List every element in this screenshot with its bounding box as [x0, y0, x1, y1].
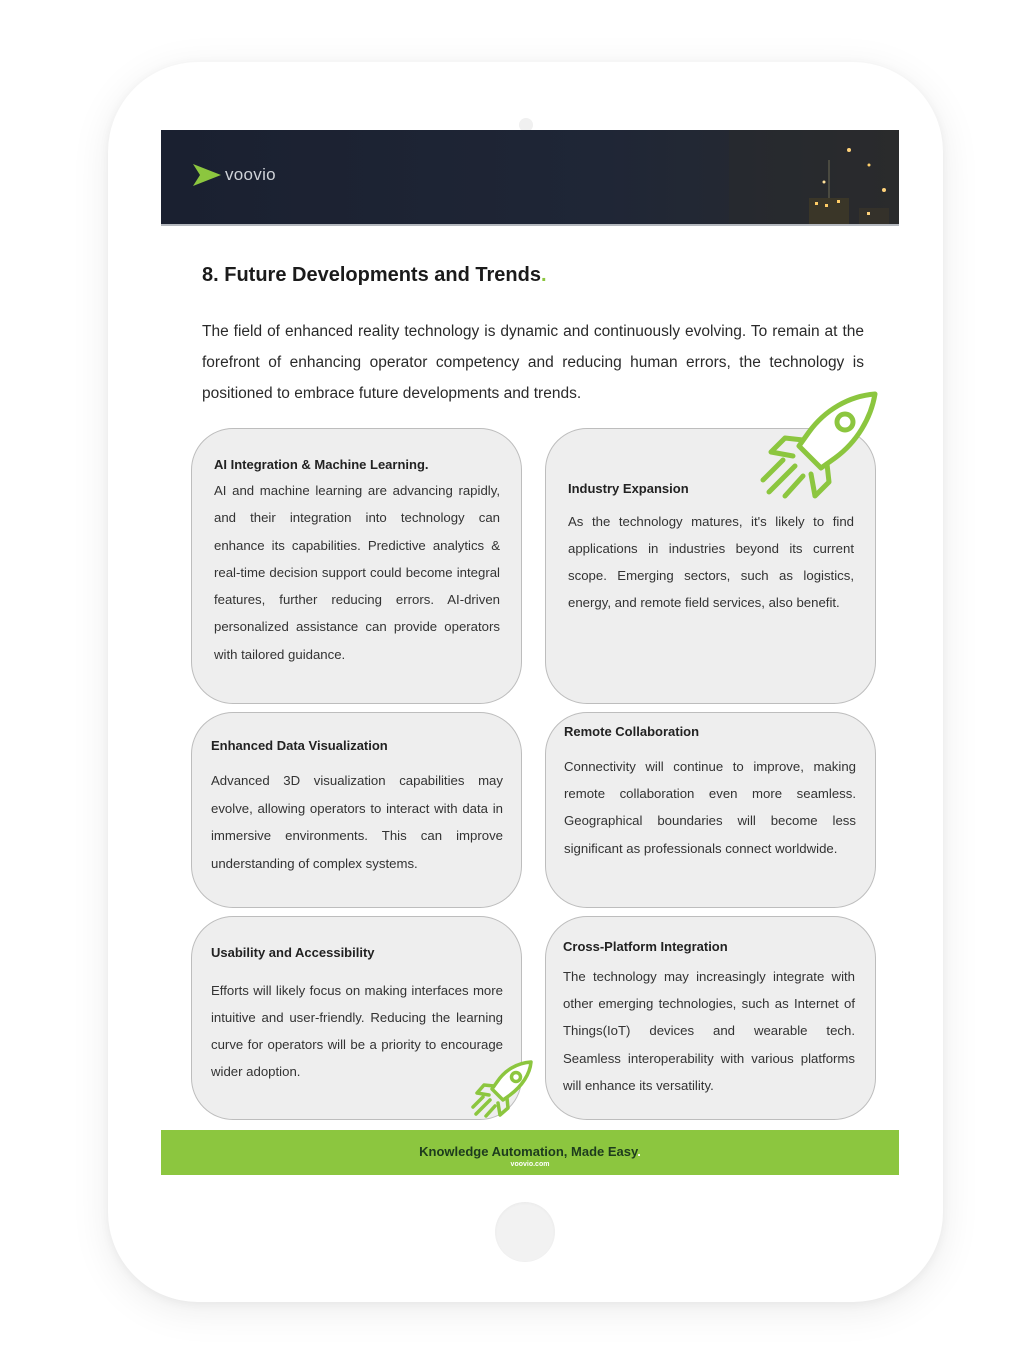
rocket-icon: [469, 1058, 535, 1122]
card-remote-title: Remote Collaboration: [564, 724, 700, 739]
voovio-logo: [191, 162, 276, 188]
footer-accent-dot: .: [637, 1144, 641, 1159]
card-remote-body: Connectivity will continue to improve, making remote collaboration even more seamless. Geographical boundaries will become less significant as professionals connect worldwide.: [564, 759, 856, 856]
card-ai-integration: [191, 428, 522, 704]
rocket-icon: [753, 388, 881, 506]
footer-tagline: Knowledge Automation, Made Easy.: [419, 1144, 641, 1159]
card-remote-collaboration: [545, 712, 876, 908]
card-usability-title: Usability and Accessibility: [211, 945, 375, 960]
voovio-chevron-logo-icon: [191, 162, 223, 188]
card-data-visualization: [191, 712, 522, 908]
card-industry-body: As the technology matures, it's likely to find applications in industries beyond its current scope. Emerging sectors, such as logistics, energy, and remote field services, also benefit.: [568, 514, 854, 610]
tablet-home-button[interactable]: [495, 1202, 555, 1262]
section-title: 8. Future Developments and Trends.: [202, 264, 547, 286]
page-footer: [161, 1130, 899, 1175]
logo-text: voovio: [225, 165, 276, 184]
card-crossplatform-body: The technology may increasingly integrate with other emerging technologies, such as Internet of Things(IoT) devices and wearable tech. Seamless interoperability with various platforms will enhance its versatility.: [563, 969, 855, 1093]
intro-paragraph: The field of enhanced reality technology is dynamic and continuously evolving. To remain at the forefront of enhancing operator competency and reducing human errors, the technology is positioned to embrace future developments and trends.: [202, 323, 864, 402]
card-visualization-body: Advanced 3D visualization capabilities may evolve, allowing operators to interact with data in immersive environments. This can improve understanding of complex systems.: [211, 773, 503, 871]
card-cross-platform: [545, 916, 876, 1120]
document-page: [161, 130, 899, 1175]
card-crossplatform-title: Cross-Platform Integration: [563, 939, 728, 954]
page-header: [161, 130, 899, 225]
title-accent-dot: .: [540, 264, 547, 286]
card-industry-title: Industry Expansion: [568, 481, 689, 496]
header-divider: [161, 224, 899, 226]
industrial-lights-decoration: [729, 130, 899, 225]
card-visualization-title: Enhanced Data Visualization: [211, 738, 388, 753]
footer-url: voovio.com: [510, 1161, 550, 1168]
card-ai-body: AI and machine learning are advancing rapidly, and their integration into technology can enhance its capabilities. Predictive analytics & real-time decision support could become integral features, further reducing errors. AI-driven personalized assistance can provide operators with tailored guidance.: [214, 483, 500, 662]
card-ai-title: AI Integration & Machine Learning.: [214, 457, 429, 472]
card-usability-body: Efforts will likely focus on making interfaces more intuitive and user-friendly. Reducing the learning curve for operators will be a priority to encourage wider adoption.: [211, 983, 503, 1079]
